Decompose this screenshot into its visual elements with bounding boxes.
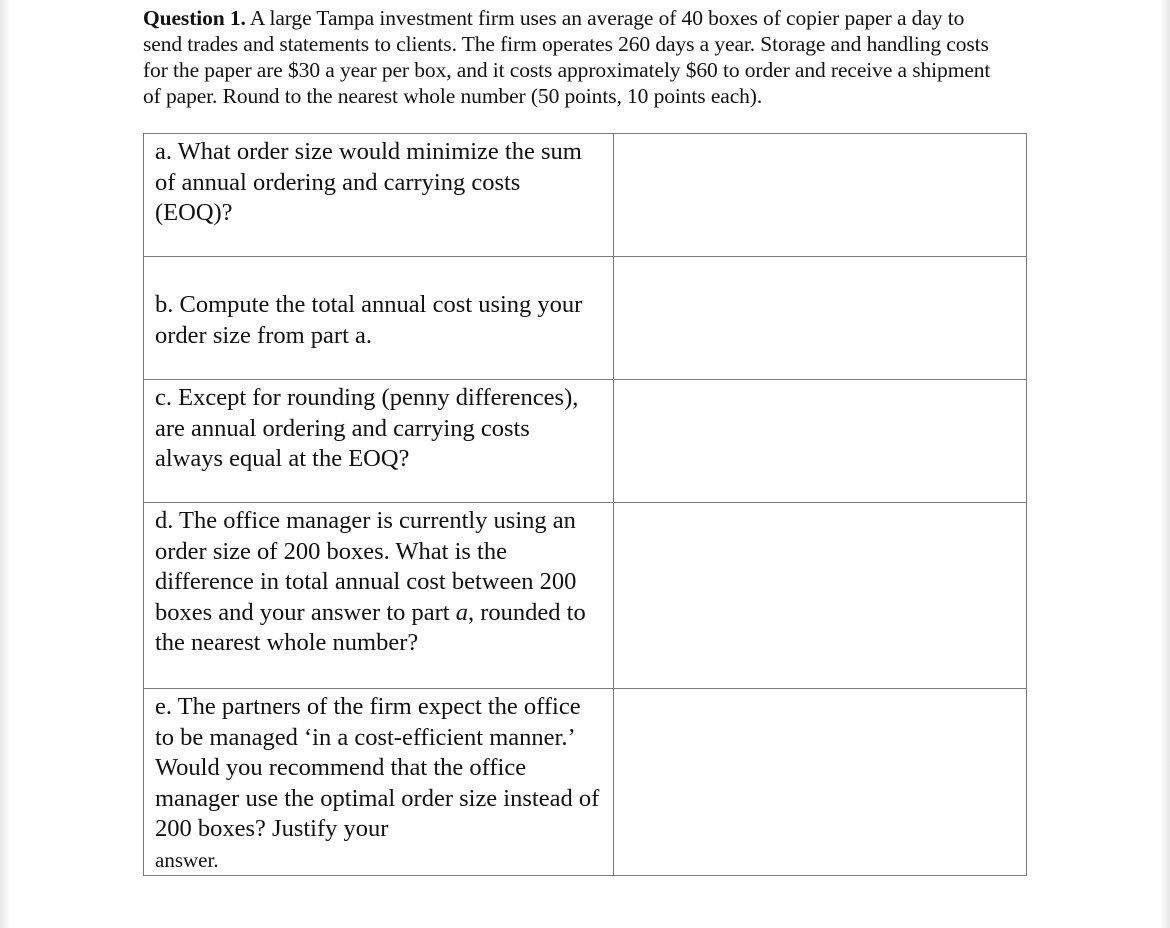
part-c-question: c. Except for rounding (penny differences), are annual ordering and carrying costs always equal at the EOQ?	[144, 380, 614, 503]
part-b-question: b. Compute the total annual cost using your order size from part a.	[144, 257, 614, 380]
question-intro	[143, 5, 993, 109]
part-a-reference: a	[455, 598, 468, 626]
part-a-answer-cell[interactable]	[614, 134, 1027, 257]
page-shadow-right	[1160, 0, 1170, 928]
part-e-answer-cell[interactable]	[614, 689, 1027, 876]
table-row	[144, 503, 1027, 689]
part-d-question: d. The office manager is currently using an order size of 200 boxes. What is the difference in total annual cost between 200 boxes and your answer to part a, rounded to the nearest whole number?	[144, 503, 614, 689]
table-row	[144, 689, 1027, 876]
table-row	[144, 257, 1027, 380]
part-e-last-word: answer.	[155, 847, 219, 872]
page-shadow-left	[0, 0, 10, 928]
part-b-answer-cell[interactable]	[614, 257, 1027, 380]
part-c-answer-cell[interactable]	[614, 380, 1027, 503]
question-text: A large Tampa investment firm uses an average of 40 boxes of copier paper a day to send trades and statements to clients. The firm operates 260 days a year. Storage and handling costs for the paper are $30 a year per box, and it costs approximately $60 to order and receive a shipment of paper. Round to the nearest whole number (50 points, 10 points each).	[143, 6, 991, 108]
part-e-question: e. The partners of the firm expect the office to be managed ‘in a cost-efficient manner.’ Would you recommend that the office manager use the optimal order size instead of 200 boxes? Justify your answer.	[144, 689, 614, 876]
part-a-question: a. What order size would minimize the sum of annual ordering and carrying costs (EOQ)?	[144, 134, 614, 257]
question-label: Question 1.	[143, 6, 246, 30]
table-row	[144, 134, 1027, 257]
table-row	[144, 380, 1027, 503]
part-d-answer-cell[interactable]	[614, 503, 1027, 689]
answer-table	[143, 133, 1027, 876]
